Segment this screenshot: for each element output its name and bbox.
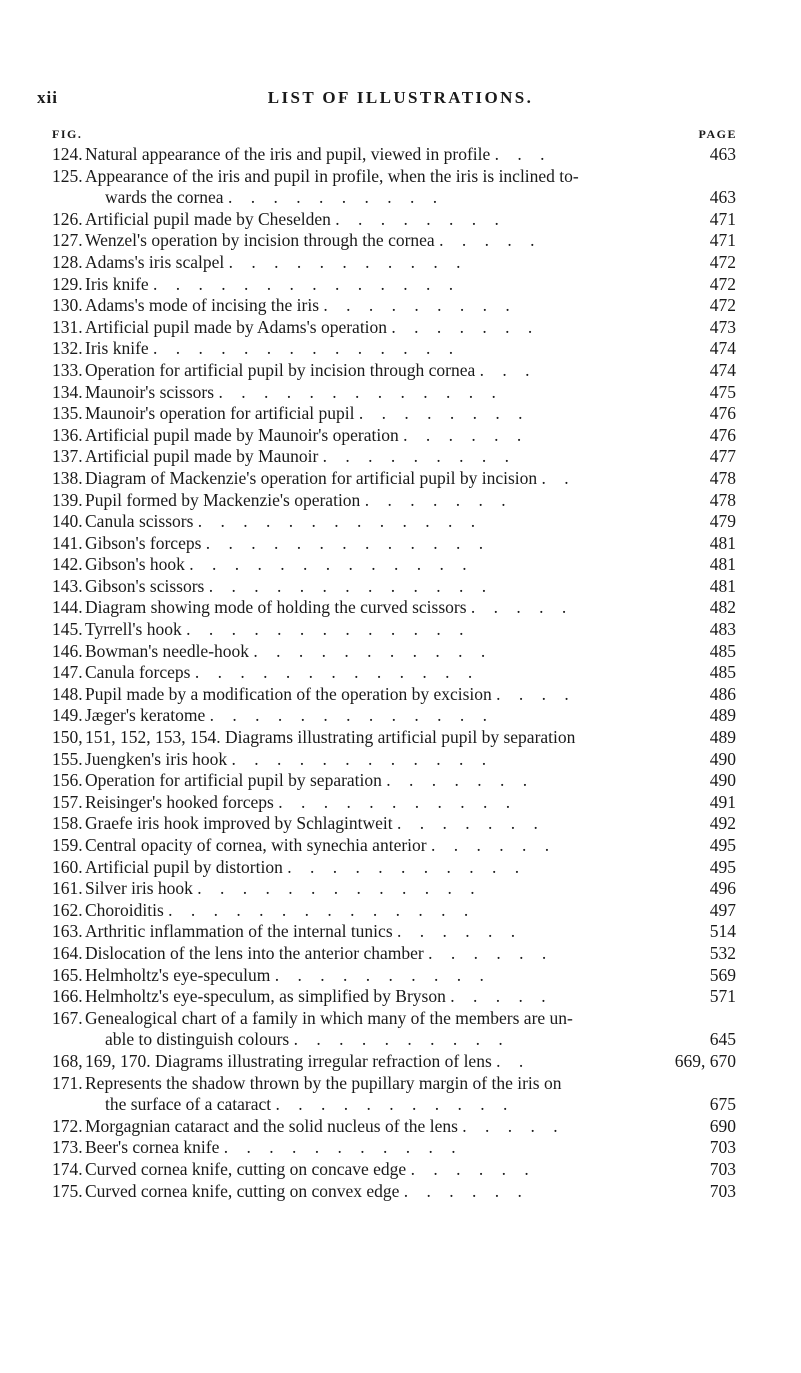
- dot-leader: . . .: [479, 359, 537, 380]
- figure-title: [85, 813, 545, 835]
- list-item: [52, 425, 742, 447]
- figure-title-text: 151, 152, 153, 154. Diagrams illustrating artificial pupil by separation: [85, 727, 576, 748]
- figure-title-text: Iris knife: [85, 338, 149, 359]
- dot-leader: . . . . . . .: [364, 489, 513, 510]
- page-reference: 481: [709, 575, 736, 596]
- figure-title-text: Diagram of Mackenzie's operation for artificial pupil by incision: [85, 467, 538, 488]
- dot-leader: . . . . . . .: [391, 316, 540, 337]
- figure-title-continuation: [105, 1029, 510, 1051]
- figure-title: [85, 900, 475, 922]
- figure-title-text: Pupil made by a modification of the operation by excision: [85, 683, 492, 704]
- dot-leader: . . . . . . . . . . . . .: [189, 554, 474, 575]
- page-reference: 675: [709, 1094, 736, 1115]
- page-reference: 478: [709, 467, 736, 488]
- figure-number: 162.: [52, 899, 83, 920]
- list-item: [52, 684, 742, 706]
- page-reference: 703: [709, 1158, 736, 1179]
- dot-leader: . . . . . . .: [397, 813, 545, 834]
- page-reference: 514: [709, 921, 736, 942]
- dot-leader: . . . . . . . . . . . . .: [186, 619, 471, 640]
- list-item: [52, 209, 742, 231]
- list-item: [52, 749, 742, 771]
- dot-leader: . . . . . . . .: [335, 208, 506, 229]
- page-reference: 481: [709, 554, 736, 575]
- figure-number: 163.: [52, 921, 83, 942]
- list-item: [52, 403, 742, 425]
- figure-title-text: Arthritic inflammation of the internal tunics: [85, 921, 393, 942]
- dot-leader: . . . .: [496, 683, 576, 704]
- figure-title: [85, 252, 468, 274]
- page-reference: 472: [709, 295, 736, 316]
- list-item: [52, 382, 742, 404]
- figure-title: [85, 835, 556, 857]
- list-item: [52, 1181, 742, 1203]
- figure-title: [85, 468, 576, 490]
- figure-number: 160.: [52, 856, 83, 877]
- figure-number: 144.: [52, 597, 83, 618]
- dot-leader: . . . . . . . . . . . . . .: [153, 338, 461, 359]
- dot-leader: . .: [496, 1050, 531, 1071]
- dot-leader: . . . . . . . .: [358, 403, 530, 424]
- figure-title-text: Dislocation of the lens into the anterior chamber: [85, 942, 424, 963]
- figure-title-text: Artificial pupil made by Adams's operation: [85, 316, 388, 337]
- list-item: [52, 835, 742, 857]
- list-item: [52, 792, 742, 814]
- figure-number: 142.: [52, 554, 83, 575]
- illustration-list: [52, 144, 742, 1202]
- figure-number: 128.: [52, 251, 83, 272]
- figure-number: 173.: [52, 1137, 83, 1158]
- figure-title: [85, 1137, 463, 1159]
- dot-leader: . . . . . . . . . . .: [275, 1094, 515, 1115]
- page-reference: 482: [709, 597, 736, 618]
- page-reference: 463: [709, 144, 736, 164]
- list-item: [52, 1008, 742, 1051]
- figure-number: 132.: [52, 338, 83, 359]
- figure-title: [85, 662, 479, 684]
- figure-title-text: Morgagnian cataract and the solid nucleus of the lens: [85, 1115, 458, 1136]
- dot-leader: . . . . . . . . . . .: [287, 856, 527, 877]
- figure-title-text: Silver iris hook: [85, 878, 193, 899]
- figure-number: 138.: [52, 467, 83, 488]
- list-item: [52, 554, 742, 576]
- figure-title: [85, 1159, 536, 1181]
- figure-title: [85, 921, 522, 943]
- figure-title: [85, 360, 536, 382]
- list-item: [52, 705, 742, 727]
- figure-number: 124.: [52, 144, 83, 164]
- figure-title: [85, 1116, 565, 1138]
- page-reference: 490: [709, 770, 736, 791]
- figure-number: 150,: [52, 727, 83, 748]
- figure-title-text: Helmholtz's eye-speculum, as simplified by Bryson: [85, 986, 446, 1007]
- page-column-header: PAGE: [698, 127, 737, 141]
- page-reference: 492: [709, 813, 736, 834]
- dot-leader: . . .: [494, 144, 552, 164]
- figure-title: [85, 230, 541, 252]
- figure-number: 139.: [52, 489, 83, 510]
- page-reference: 486: [709, 683, 736, 704]
- figure-number: 167.: [52, 1007, 83, 1028]
- dot-leader: . . . . . . . . . . . . . .: [153, 273, 461, 294]
- figure-title-text: Wenzel's operation by incision through the cornea: [85, 230, 435, 251]
- figure-title: [85, 274, 460, 296]
- page-reference: 476: [709, 424, 736, 445]
- figure-title-text: Bowman's needle-hook: [85, 640, 250, 661]
- figure-title-text: 169, 170. Diagrams illustrating irregular refraction of lens: [85, 1050, 492, 1071]
- figure-title-text: Reisinger's hooked forceps: [85, 791, 274, 812]
- figure-title-text: Maunoir's operation for artificial pupil: [85, 403, 355, 424]
- continuation-text: the surface of a cataract: [105, 1094, 272, 1115]
- figure-title: [85, 554, 474, 576]
- page-reference: 472: [709, 273, 736, 294]
- page-reference: 532: [709, 942, 736, 963]
- figure-title-text: Operation for artificial pupil by incision through cornea: [85, 359, 476, 380]
- dot-leader: . . . . . . .: [386, 770, 535, 791]
- dot-leader: . . . . . .: [403, 1180, 529, 1201]
- figure-title-text: Maunoir's scissors: [85, 381, 215, 402]
- figure-title: [85, 619, 470, 641]
- list-item: [52, 1137, 742, 1159]
- list-item: [52, 597, 742, 619]
- list-item: [52, 921, 742, 943]
- figure-title-text: Genealogical chart of a family in which many of the members are un-: [85, 1007, 573, 1028]
- figure-title-text: Appearance of the iris and pupil in profile, when the iris is inclined to-: [85, 165, 579, 186]
- figure-title-text: Natural appearance of the iris and pupil, viewed in profile: [85, 144, 491, 164]
- page-reference: 690: [709, 1115, 736, 1136]
- list-item: [52, 1073, 742, 1116]
- figure-title-text: Represents the shadow thrown by the pupillary margin of the iris on: [85, 1072, 562, 1093]
- figure-title: [85, 446, 516, 468]
- dot-leader: . . . . . . . . . . . . .: [218, 381, 503, 402]
- page-reference: 474: [709, 359, 736, 380]
- page-reference: 481: [709, 532, 736, 553]
- page-reference: 478: [709, 489, 736, 510]
- dot-leader: . . . . . . . . . .: [293, 1029, 510, 1050]
- list-item: [52, 878, 742, 900]
- page-reference: 477: [709, 446, 736, 467]
- figure-title: [85, 792, 517, 814]
- figure-title: [85, 209, 506, 231]
- figure-title-text: Artificial pupil made by Maunoir's operation: [85, 424, 399, 445]
- figure-title: [85, 727, 575, 749]
- list-item: [52, 770, 742, 792]
- list-item: [52, 490, 742, 512]
- figure-title: [85, 166, 579, 188]
- page-reference: 485: [709, 640, 736, 661]
- page-reference: 495: [709, 835, 736, 855]
- dot-leader: . . . . .: [470, 597, 574, 618]
- dot-leader: . . . . . .: [403, 424, 529, 445]
- figure-title-text: Central opacity of cornea, with synechia anterior: [85, 835, 427, 855]
- figure-title-text: Tyrrell's hook: [85, 619, 182, 640]
- page-reference: 703: [709, 1137, 736, 1158]
- page-reference: 485: [709, 662, 736, 683]
- list-item: [52, 468, 742, 490]
- figure-title-text: Jæger's keratome: [85, 705, 206, 726]
- list-item: [52, 727, 742, 749]
- figure-number: 158.: [52, 813, 83, 834]
- list-item: [52, 900, 742, 922]
- figure-title: [85, 403, 529, 425]
- list-item: [52, 230, 742, 252]
- figure-title-text: Gibson's hook: [85, 554, 185, 575]
- figure-number: 133.: [52, 359, 83, 380]
- page-reference: 489: [709, 705, 736, 726]
- dot-leader: . . . . . . . . . .: [274, 964, 491, 985]
- page-reference: 479: [709, 511, 736, 532]
- figure-number: 127.: [52, 230, 83, 251]
- figure-number: 131.: [52, 316, 83, 337]
- dot-leader: . . . . . . . . . . . . .: [197, 878, 482, 899]
- figure-number: 135.: [52, 403, 83, 424]
- figure-title-text: Choroiditis: [85, 899, 164, 920]
- dot-leader: . . . . . .: [410, 1158, 536, 1179]
- list-item: [52, 144, 742, 166]
- list-item: [52, 274, 742, 296]
- figure-title-text: Gibson's forceps: [85, 532, 202, 553]
- figure-title: [85, 705, 494, 727]
- figure-title: [85, 943, 553, 965]
- figure-number: 155.: [52, 748, 83, 769]
- figure-title: [85, 597, 573, 619]
- figure-title-text: Canula forceps: [85, 662, 191, 683]
- figure-number: 175.: [52, 1180, 83, 1201]
- page-reference: 571: [709, 986, 736, 1007]
- dot-leader: . . . . . . . . . . . . .: [194, 662, 480, 683]
- figure-title-text: Adams's iris scalpel: [85, 251, 225, 272]
- figure-title: [85, 857, 526, 879]
- figure-number: 157.: [52, 791, 83, 812]
- dot-leader: . . . . . . . . . . . .: [231, 748, 494, 769]
- figure-title: [85, 1181, 529, 1203]
- figure-number: 148.: [52, 683, 83, 704]
- list-item: [52, 338, 742, 360]
- page-reference: 473: [709, 316, 736, 337]
- figure-title: [85, 425, 528, 447]
- list-item: [52, 317, 742, 339]
- figure-number: 137.: [52, 446, 83, 467]
- figure-title-text: Graefe iris hook improved by Schlagintweit: [85, 813, 393, 834]
- dot-leader: . . . . . .: [430, 835, 557, 855]
- figure-title: [85, 878, 482, 900]
- dot-leader: . . . . . . . . . . . . .: [209, 705, 495, 726]
- list-item: [52, 619, 742, 641]
- figure-title: [85, 684, 576, 706]
- figure-title: [85, 1008, 573, 1030]
- figure-number: 156.: [52, 770, 83, 791]
- figure-title: [85, 770, 534, 792]
- dot-leader: . . . . . . . . .: [322, 446, 517, 467]
- figure-title-text: Pupil formed by Mackenzie's operation: [85, 489, 361, 510]
- fig-column-header: FIG.: [52, 127, 83, 141]
- list-item: [52, 576, 742, 598]
- dot-leader: . . . . . . . . .: [323, 295, 517, 316]
- dot-leader: . . . . . . . . . . .: [278, 791, 518, 812]
- dot-leader: . . . . . .: [428, 942, 554, 963]
- list-item: [52, 662, 742, 684]
- figure-number: 146.: [52, 640, 83, 661]
- figure-title-continuation: [105, 1094, 514, 1116]
- figure-title-text: Gibson's scissors: [85, 575, 205, 596]
- figure-number: 159.: [52, 835, 83, 855]
- figure-title-text: Iris knife: [85, 273, 149, 294]
- figure-number: 161.: [52, 878, 83, 899]
- figure-title: [85, 965, 491, 987]
- dot-leader: . . . . . . . . . .: [227, 187, 445, 208]
- list-item: [52, 943, 742, 965]
- list-item: [52, 446, 742, 468]
- page-reference: 463: [709, 187, 736, 208]
- figure-number: 166.: [52, 986, 83, 1007]
- page-reference: 669, 670: [674, 1050, 736, 1071]
- list-item: [52, 986, 742, 1008]
- figure-number: 165.: [52, 964, 83, 985]
- figure-number: 171.: [52, 1072, 83, 1093]
- figure-number: 140.: [52, 511, 83, 532]
- page-reference: 489: [709, 727, 736, 748]
- figure-number: 164.: [52, 942, 83, 963]
- list-item: [52, 295, 742, 317]
- figure-title: [85, 490, 513, 512]
- dot-leader: . . . . . .: [397, 921, 523, 942]
- list-item: [52, 511, 742, 533]
- page-reference: 472: [709, 251, 736, 272]
- figure-title-text: Artificial pupil made by Cheselden: [85, 208, 331, 229]
- dot-leader: . . . . .: [439, 230, 542, 251]
- figure-title-continuation: [105, 187, 444, 209]
- page-reference: 491: [709, 791, 736, 812]
- figure-title-text: Artificial pupil by distortion: [85, 856, 283, 877]
- dot-leader: . . . . . . . . . . .: [228, 251, 468, 272]
- running-title: LIST OF ILLUSTRATIONS.: [267, 88, 534, 107]
- figure-number: 168,: [52, 1050, 83, 1071]
- list-item: [52, 1051, 742, 1073]
- figure-number: 174.: [52, 1158, 83, 1179]
- figure-title-text: Beer's cornea knife: [85, 1137, 220, 1158]
- dot-leader: . . . . . . . . . . . . .: [205, 532, 491, 553]
- dot-leader: . . . . . . . . . . . . . .: [168, 899, 476, 920]
- figure-number: 141.: [52, 532, 83, 553]
- page-number: xii: [37, 88, 58, 107]
- page-reference: 490: [709, 748, 736, 769]
- page-reference: 495: [709, 856, 736, 877]
- list-item: [52, 360, 742, 382]
- figure-title: [85, 749, 493, 771]
- list-item: [52, 1159, 742, 1181]
- list-item: [52, 857, 742, 879]
- figure-number: 147.: [52, 662, 83, 683]
- list-item: [52, 1116, 742, 1138]
- figure-number: 145.: [52, 619, 83, 640]
- figure-number: 136.: [52, 424, 83, 445]
- figure-title-text: Adams's mode of incising the iris: [85, 295, 320, 316]
- figure-title: [85, 986, 553, 1008]
- figure-title-text: Operation for artificial pupil by separation: [85, 770, 382, 791]
- figure-title: [85, 533, 490, 555]
- page-reference: 496: [709, 878, 736, 899]
- list-item: [52, 813, 742, 835]
- figure-number: 125.: [52, 165, 83, 186]
- figure-title: [85, 641, 492, 663]
- figure-number: 130.: [52, 295, 83, 316]
- dot-leader: . . . . . . . . . . .: [223, 1137, 463, 1158]
- figure-title-text: Canula scissors: [85, 511, 194, 532]
- page-reference: 483: [709, 619, 736, 640]
- continuation-text: able to distinguish colours: [105, 1029, 290, 1050]
- figure-title-text: Helmholtz's eye-speculum: [85, 964, 271, 985]
- dot-leader: . . . . .: [462, 1115, 565, 1136]
- page-reference: 703: [709, 1180, 736, 1201]
- page-reference: 476: [709, 403, 736, 424]
- figure-number: 172.: [52, 1115, 83, 1136]
- figure-title: [85, 144, 552, 166]
- list-item: [52, 965, 742, 987]
- figure-number: 129.: [52, 273, 83, 294]
- figure-title: [85, 317, 539, 339]
- figure-title: [85, 511, 482, 533]
- list-item: [52, 533, 742, 555]
- figure-title: [85, 295, 517, 317]
- page-reference: 497: [709, 899, 736, 920]
- figure-number: 143.: [52, 575, 83, 596]
- figure-title: [85, 1073, 561, 1095]
- dot-leader: . . . . . . . . . . . . .: [208, 575, 494, 596]
- figure-title-text: Juengken's iris hook: [85, 748, 228, 769]
- dot-leader: . . . . .: [450, 986, 553, 1007]
- page-reference: 471: [709, 208, 736, 229]
- figure-number: 126.: [52, 208, 83, 229]
- dot-leader: . . . . . . . . . . . . .: [197, 511, 483, 532]
- page-reference: 569: [709, 964, 736, 985]
- figure-title: [85, 1051, 530, 1073]
- figure-title: [85, 382, 503, 404]
- list-item: [52, 252, 742, 274]
- dot-leader: . .: [541, 467, 576, 488]
- figure-number: 134.: [52, 381, 83, 402]
- figure-title: [85, 576, 493, 598]
- page-reference: 471: [709, 230, 736, 251]
- dot-leader: . . . . . . . . . . .: [253, 640, 493, 661]
- figure-title-text: Diagram showing mode of holding the curved scissors: [85, 597, 467, 618]
- figure-title-text: Curved cornea knife, cutting on concave edge: [85, 1158, 407, 1179]
- list-item: [52, 641, 742, 663]
- figure-title: [85, 338, 460, 360]
- figure-title-text: Curved cornea knife, cutting on convex edge: [85, 1180, 400, 1201]
- page-reference: 474: [709, 338, 736, 359]
- page-reference: 645: [709, 1029, 736, 1050]
- continuation-text: wards the cornea: [105, 187, 224, 208]
- page-reference: 475: [709, 381, 736, 402]
- figure-title-text: Artificial pupil made by Maunoir: [85, 446, 319, 467]
- figure-number: 149.: [52, 705, 83, 726]
- list-item: [52, 166, 742, 209]
